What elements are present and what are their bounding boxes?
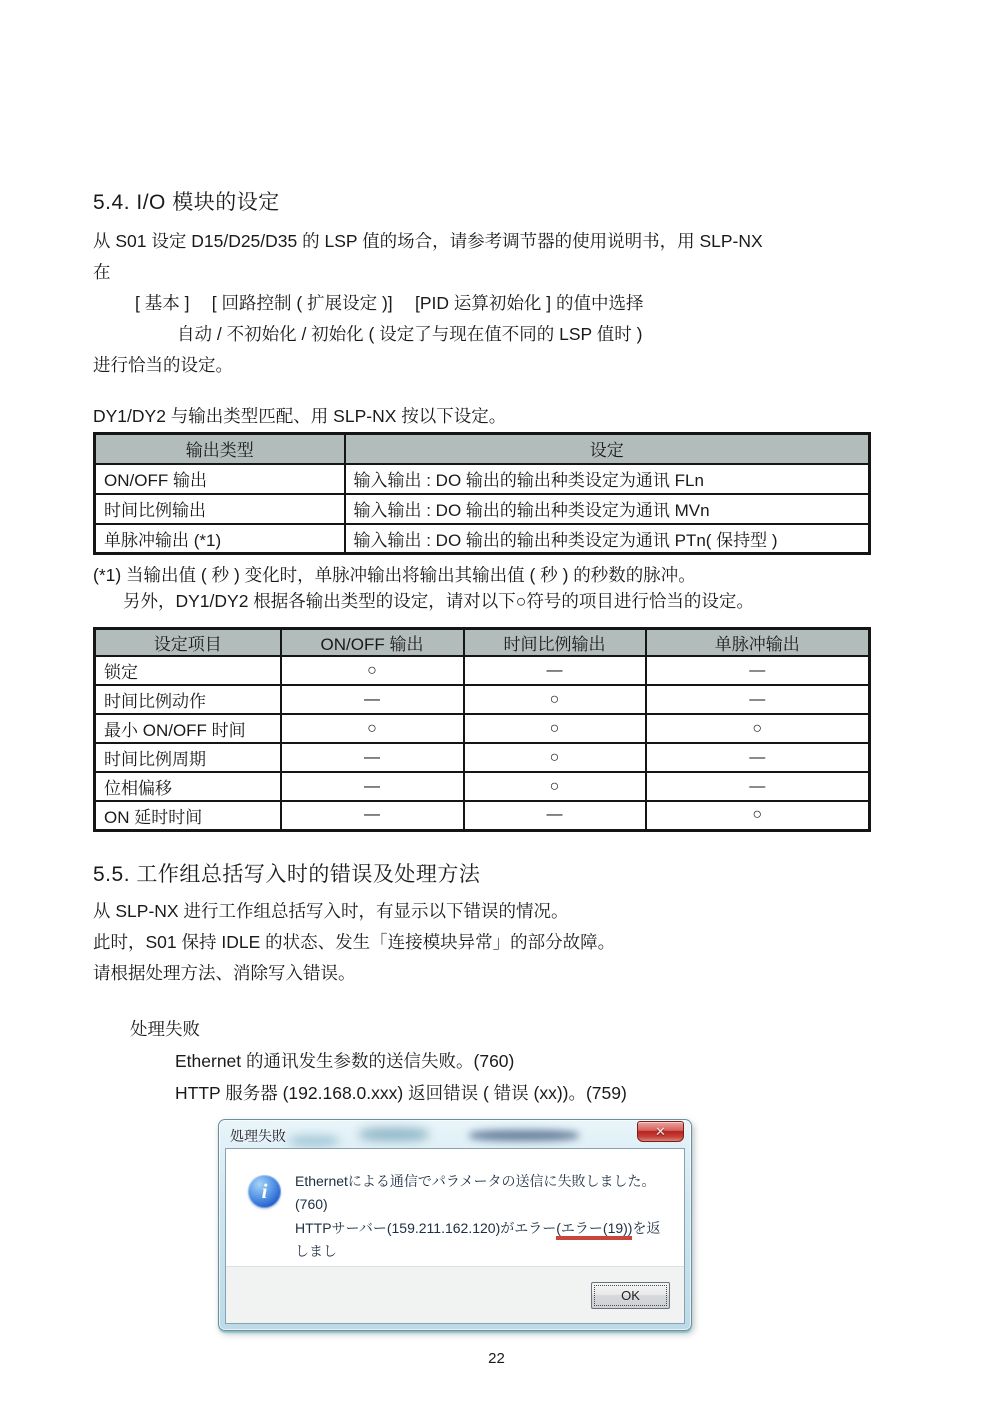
section-5-4-heading: 5.4. I/O 模块的设定: [93, 191, 280, 214]
table-cell: ○: [646, 801, 870, 830]
close-icon: ✕: [655, 1123, 666, 1139]
dialog-footer: [226, 1266, 684, 1323]
footnote: [93, 562, 871, 614]
footnote-line: (*1) 当输出值 ( 秒 ) 变化时，单脉冲输出将输出其输出值 ( 秒 ) 的秒数的脉冲。: [93, 565, 696, 585]
table-cell: —: [281, 685, 464, 714]
message-line: を返しまし: [295, 1219, 661, 1259]
table-cell: —: [281, 772, 464, 801]
table-header-row: [95, 434, 870, 464]
table-cell: ○: [281, 656, 464, 685]
table-cell: —: [646, 685, 870, 714]
paragraph-line: 在: [93, 262, 111, 282]
table-cell: ○: [646, 714, 870, 743]
table-row: [95, 801, 870, 830]
section-5-5-paragraph: [93, 896, 871, 989]
table-cell: 单脉冲输出 (*1): [95, 524, 345, 554]
header-cell: 设定: [345, 434, 870, 464]
dialog-body: [226, 1149, 684, 1266]
header-cell: 时间比例输出: [464, 629, 646, 657]
section-5-4-paragraph: [93, 226, 871, 381]
ok-button[interactable]: OK: [591, 1282, 670, 1309]
table-cell: ○: [464, 714, 646, 743]
table-cell: —: [281, 743, 464, 772]
glass-blur-artifact: [289, 1136, 339, 1146]
page-content: [93, 0, 871, 1331]
table-cell: 输入输出 : DO 输出的输出种类设定为通讯 PTn( 保持型 ): [345, 524, 870, 554]
header-cell: 设定项目: [95, 629, 281, 657]
paragraph-line: 从 S01 设定 D15/D25/D35 的 LSP 值的场合，请参考调节器的使用说明书，用 SLP-NX: [93, 231, 763, 251]
info-icon: i: [248, 1175, 281, 1208]
message-error-code-underlined: (エラー(19)): [556, 1220, 632, 1240]
failure-line: HTTP 服务器 (192.168.0.xxx) 返回错误 ( 错误 (xx))。(759): [175, 1082, 627, 1103]
table-cell: 时间比例动作: [95, 685, 281, 714]
table-cell: ○: [464, 772, 646, 801]
close-button[interactable]: [637, 1121, 684, 1142]
footnote-line: 另外，DY1/DY2 根据各输出类型的设定，请对以下○符号的项目进行恰当的设定。: [123, 591, 754, 611]
table-cell: ○: [464, 743, 646, 772]
paragraph-line: 请根据处理方法、消除写入错误。: [93, 962, 356, 983]
paragraph-line: 从 SLP-NX 进行工作组总括写入时，有显示以下错误的情况。: [93, 900, 569, 921]
table-cell: ON/OFF 输出: [95, 464, 345, 494]
table-row: [95, 772, 870, 801]
table1-intro: DY1/DY2 与输出类型匹配、用 SLP-NX 按以下设定。: [93, 406, 507, 426]
table-cell: 最小 ON/OFF 时间: [95, 714, 281, 743]
message-line: HTTPサーバー(159.211.162.120)がエラー: [295, 1219, 557, 1236]
header-cell: ON/OFF 输出: [281, 629, 464, 657]
dialog-inner: [225, 1148, 685, 1324]
table-cell: 时间比例输出: [95, 494, 345, 524]
table-row: [95, 464, 870, 494]
table-cell: ○: [281, 714, 464, 743]
failure-title: 处理失败: [130, 1018, 200, 1039]
glass-blur-artifact: [359, 1128, 429, 1141]
table-cell: —: [464, 656, 646, 685]
table-row: [95, 685, 870, 714]
table-cell: ON 延时时间: [95, 801, 281, 830]
table-row: [95, 494, 870, 524]
dialog-titlebar: [219, 1120, 691, 1148]
glass-blur-artifact: [469, 1130, 579, 1141]
failure-description: [93, 1013, 871, 1109]
header-cell: 单脉冲输出: [646, 629, 870, 657]
section-5-5-heading: 5.5. 工作组总括写入时的错误及处理方法: [93, 862, 481, 886]
table-header-row: [95, 629, 870, 657]
table-cell: —: [281, 801, 464, 830]
paragraph-line: 进行恰当的设定。: [93, 355, 233, 375]
table-cell: ○: [464, 685, 646, 714]
error-dialog: [218, 1119, 692, 1331]
dialog-title: 処理失敗: [230, 1127, 286, 1144]
table-row: [95, 656, 870, 685]
table-cell: —: [464, 801, 646, 830]
message-line: Ethernetによる通信でパラメータの送信に失敗しました。(760): [295, 1172, 656, 1212]
output-type-table: [93, 432, 871, 555]
table-cell: 锁定: [95, 656, 281, 685]
paragraph-line: 此时，S01 保持 IDLE 的状态、发生「连接模块异常」的部分故障。: [93, 931, 616, 952]
header-cell: 输出类型: [95, 434, 345, 464]
table-row: [95, 743, 870, 772]
table-cell: —: [646, 656, 870, 685]
table-cell: 位相偏移: [95, 772, 281, 801]
page-number: 22: [488, 1350, 505, 1367]
table-cell: 时间比例周期: [95, 743, 281, 772]
table-cell: —: [646, 772, 870, 801]
table-row: [95, 714, 870, 743]
table-row: [95, 524, 870, 554]
paragraph-line-indented: 自动 / 不初始化 / 初始化 ( 设定了与现在值不同的 LSP 值时 ): [177, 324, 643, 344]
table-cell: 输入输出 : DO 输出的输出种类设定为通讯 FLn: [345, 464, 870, 494]
table-cell: 输入输出 : DO 输出的输出种类设定为通讯 MVn: [345, 494, 870, 524]
paragraph-line-indented: [ 基本 ] [ 回路控制 ( 扩展设定 )] [PID 运算初始化 ] 的值中选择: [135, 293, 644, 313]
failure-line: Ethernet 的通讯发生参数的送信失败。(760): [175, 1050, 515, 1071]
table-cell: —: [646, 743, 870, 772]
setting-items-table: [93, 627, 871, 832]
